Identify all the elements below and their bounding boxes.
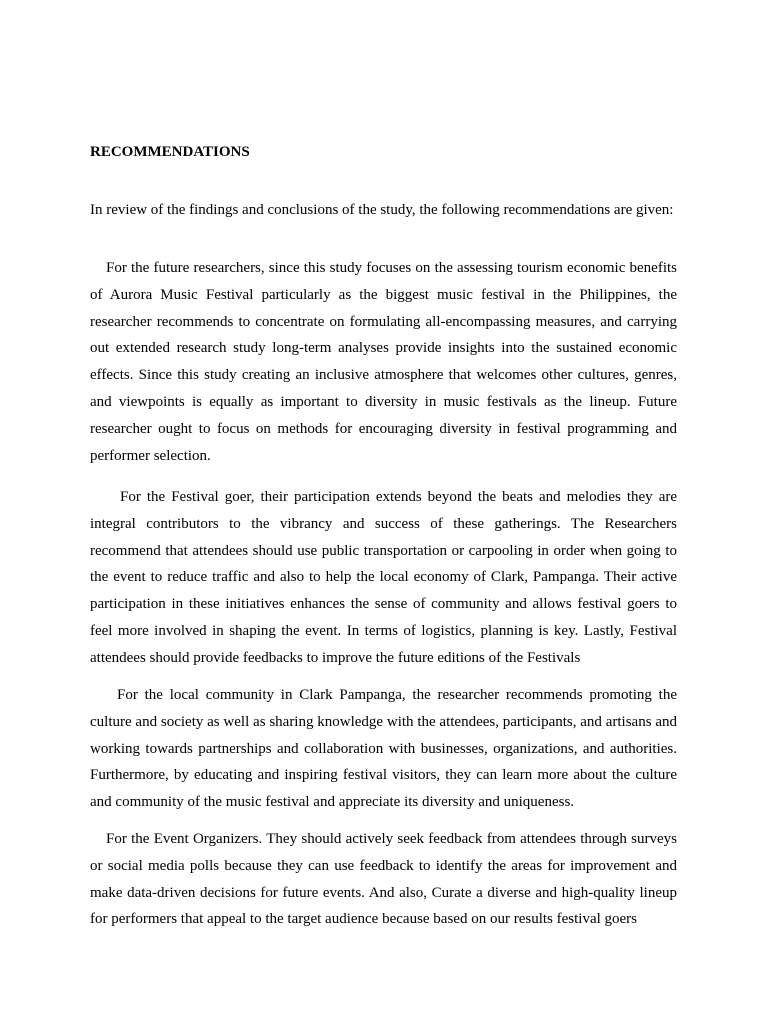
paragraph-event-organizers: For the Event Organizers. They should actively seek feedback from attendees through surveys or social media polls because they can use feedback to identify the areas for improvement and make data-driven decisions for future events. And also, Curate a diverse and high-quality lineup for performers that appeal to the target audience because based on our results festival goers <box>90 831 677 928</box>
paragraph-future-researchers: For the future researchers, since this study focuses on the assessing tourism economic benefits of Aurora Music Festival particularly as the biggest music festival in the Philippines, the researcher recommends to concentrate on formulating all-encompassing measures, and carrying out extended research study long-term analyses provide insights into the sustained economic effects. Since this study creating an inclusive atmosphere that welcomes other cultures, genres, and viewpoints is equally as important to diversity in music festivals as the lineup. Future researcher ought to focus on methods for encouraging diversity in festival programming and performer selection. <box>90 260 677 464</box>
paragraph-festival-goers: For the Festival goer, their participation extends beyond the beats and melodies they are integral contributors to the vibrancy and success of these gatherings. The Researchers recommend that attendees should use public transportation or carpooling in order when going to the event to reduce traffic and also to help the local economy of Clark, Pampanga. Their active participation in these initiatives enhances the sense of community and allows festival goers to feel more involved in shaping the event. In terms of logistics, planning is key. Lastly, Festival attendees should provide feedbacks to improve the future editions of the Festivals <box>90 489 677 666</box>
section-heading: RECOMMENDATIONS <box>90 144 250 160</box>
paragraph-local-community: For the local community in Clark Pampanga, the researcher recommends promoting the culture and society as well as sharing knowledge with the attendees, participants, and artisans and working towards partnerships and collaboration with businesses, organizations, and authorities. Furthermore, by educating and inspiring festival visitors, they can learn more about the culture and community of the music festival and appreciate its diversity and uniqueness. <box>90 687 677 811</box>
intro-sentence: In review of the findings and conclusions of the study, the following recommendations are given: <box>90 202 674 218</box>
